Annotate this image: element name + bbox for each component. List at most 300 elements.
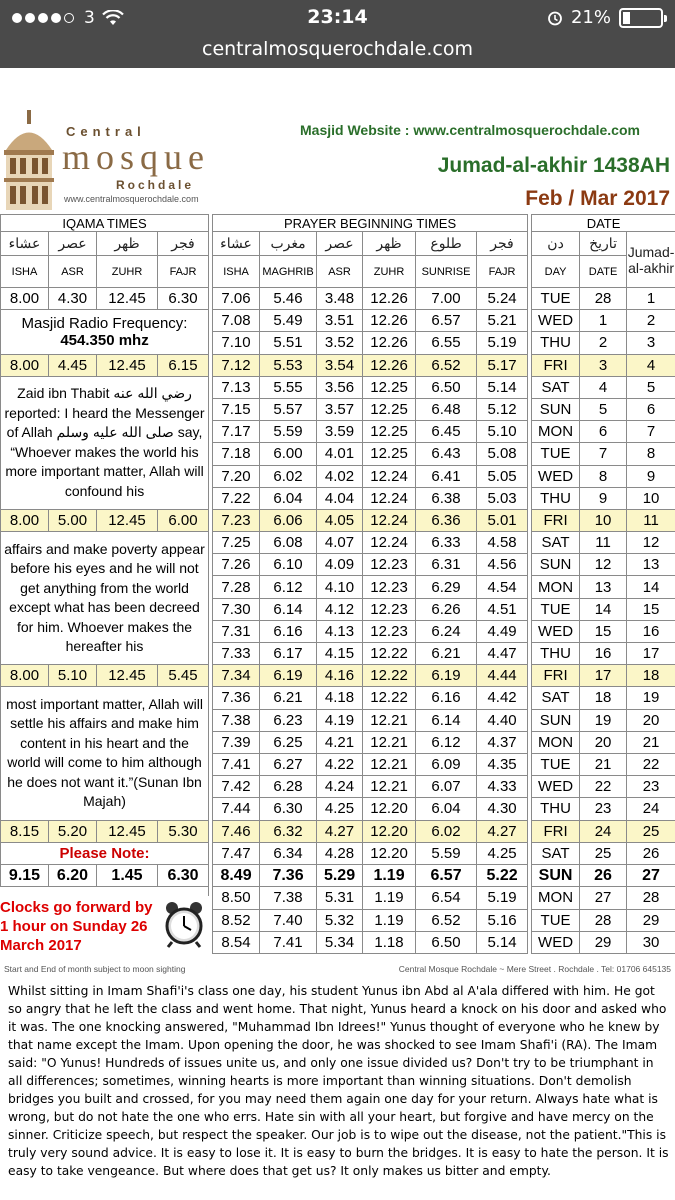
prayer-time: 6.06: [260, 509, 317, 531]
prayer-time: 4.44: [477, 665, 528, 687]
prayer-time: 6.50: [416, 931, 477, 953]
timetable-row: [1, 820, 675, 842]
hijri-date-cell: 16: [627, 620, 675, 642]
iqama-time: 5.00: [49, 509, 97, 531]
prayer-time: 6.57: [416, 310, 477, 332]
prayer-time: 4.47: [477, 643, 528, 665]
arabic-header: طلوع: [416, 232, 477, 256]
hijri-date-cell: 28: [627, 887, 675, 909]
day-cell: THU: [532, 487, 580, 509]
date-cell: 22: [580, 776, 627, 798]
note-block: Please Note:: [1, 842, 209, 865]
prayer-time: 6.34: [260, 842, 317, 865]
prayer-time: 5.34: [317, 931, 363, 953]
hijri-date-cell: 24: [627, 798, 675, 820]
hijri-date-cell: 29: [627, 909, 675, 931]
prayer-time: 12.20: [363, 842, 416, 865]
column-header: DAY: [532, 256, 580, 288]
timetable-row: [1, 665, 675, 687]
prayer-time: 4.51: [477, 598, 528, 620]
hijri-date-cell: 18: [627, 665, 675, 687]
prayer-time: 6.31: [416, 554, 477, 576]
date-cell: 13: [580, 576, 627, 598]
day-cell: FRI: [532, 665, 580, 687]
note-block: most important matter, Allah will settle his affairs and make him content in his heart and the world will come to him although he does not want it.”(Sunan Ibn Majah): [1, 687, 209, 820]
prayer-time: 12.24: [363, 532, 416, 554]
prayer-time: 12.21: [363, 731, 416, 753]
prayer-time: 5.16: [477, 909, 528, 931]
logo-line1: Central: [66, 124, 146, 139]
prayer-time: 6.27: [260, 753, 317, 775]
prayer-time: 1.19: [363, 909, 416, 931]
date-cell: 16: [580, 643, 627, 665]
prayer-time: 7.44: [213, 798, 260, 820]
hijri-date-cell: 14: [627, 576, 675, 598]
minaret-icon: [0, 110, 58, 210]
status-bar: [0, 0, 675, 36]
prayer-time: 7.12: [213, 354, 260, 376]
prayer-time: 4.24: [317, 776, 363, 798]
prayer-time: 6.09: [416, 753, 477, 775]
prayer-time: 7.28: [213, 576, 260, 598]
prayer-time: 7.17: [213, 421, 260, 443]
prayer-time: 6.50: [416, 376, 477, 398]
date-cell: 19: [580, 709, 627, 731]
prayer-time: 4.27: [317, 820, 363, 842]
prayer-time: 8.49: [213, 865, 260, 887]
iqama-time: 8.00: [1, 509, 49, 531]
timetable-row: [1, 532, 675, 554]
date-cell: 8: [580, 465, 627, 487]
prayer-time: 5.21: [477, 310, 528, 332]
hijri-date-cell: 9: [627, 465, 675, 487]
hijri-date-cell: 8: [627, 443, 675, 465]
prayer-time: 7.33: [213, 643, 260, 665]
prayer-time: 4.25: [317, 798, 363, 820]
prayer-time: 7.31: [213, 620, 260, 642]
timetable-row: [1, 354, 675, 376]
prayer-time: 12.23: [363, 554, 416, 576]
day-cell: SUN: [532, 709, 580, 731]
day-cell: TUE: [532, 443, 580, 465]
prayer-time: 6.02: [416, 820, 477, 842]
note-block: Zaid ibn Thabit رضي الله عنه reported: I heard the Messenger of Allah صلى الله عليه وسلم say, “Whoever makes the world his more important matter, Allah will confound his: [1, 376, 209, 509]
prayer-time: 12.24: [363, 465, 416, 487]
iqama-time: 12.45: [97, 509, 158, 531]
prayer-time: 6.43: [416, 443, 477, 465]
prayer-time: 7.06: [213, 288, 260, 310]
iqama-time: 6.20: [49, 865, 97, 887]
hijri-date-cell: 30: [627, 931, 675, 953]
prayer-time: 12.25: [363, 398, 416, 420]
day-cell: WED: [532, 620, 580, 642]
date-cell: 14: [580, 598, 627, 620]
day-cell: SUN: [532, 398, 580, 420]
date-cell: 24: [580, 820, 627, 842]
hijri-date-cell: 17: [627, 643, 675, 665]
gregorian-month: Feb / Mar 2017: [525, 187, 670, 210]
prayer-time: 5.01: [477, 509, 528, 531]
timetable-row: [1, 687, 675, 709]
note-block: [1, 310, 209, 354]
arabic-header: عشاء: [1, 232, 49, 256]
arabic-header: عصر: [317, 232, 363, 256]
date-cell: 10: [580, 509, 627, 531]
prayer-time: 5.08: [477, 443, 528, 465]
prayer-time: 12.21: [363, 753, 416, 775]
prayer-time: 6.48: [416, 398, 477, 420]
prayer-time: 7.26: [213, 554, 260, 576]
alarm-icon: [547, 10, 563, 26]
prayer-time: 12.20: [363, 820, 416, 842]
prayer-time: 4.18: [317, 687, 363, 709]
hijri-date-cell: 26: [627, 842, 675, 865]
column-header: FAJR: [158, 256, 209, 288]
day-cell: MON: [532, 887, 580, 909]
prayer-time: 6.00: [260, 443, 317, 465]
prayer-time: 12.20: [363, 798, 416, 820]
day-cell: SAT: [532, 687, 580, 709]
iqama-time: 6.30: [158, 865, 209, 887]
prayer-time: 12.25: [363, 376, 416, 398]
prayer-time: 5.51: [260, 332, 317, 354]
hijri-date-cell: 13: [627, 554, 675, 576]
prayer-time: 12.26: [363, 288, 416, 310]
footer-address: Central Mosque Rochdale ~ Mere Street . Rochdale . Tel: 01706 645135: [398, 964, 671, 974]
prayer-time: 4.56: [477, 554, 528, 576]
day-cell: TUE: [532, 909, 580, 931]
prayer-time: 4.49: [477, 620, 528, 642]
timetable-row: [1, 842, 675, 865]
prayer-time: 4.54: [477, 576, 528, 598]
date-cell: 27: [580, 887, 627, 909]
prayer-time: 7.30: [213, 598, 260, 620]
arabic-header: عشاء: [213, 232, 260, 256]
prayer-time: 7.42: [213, 776, 260, 798]
prayer-time: 4.27: [477, 820, 528, 842]
prayer-time: 6.55: [416, 332, 477, 354]
prayer-time: 6.14: [416, 709, 477, 731]
date-cell: 26: [580, 865, 627, 887]
day-cell: WED: [532, 310, 580, 332]
iqama-time: 4.30: [49, 288, 97, 310]
prayer-time: 4.42: [477, 687, 528, 709]
date-cell: 15: [580, 620, 627, 642]
prayer-time: 6.12: [416, 731, 477, 753]
hijri-date-cell: 11: [627, 509, 675, 531]
date-cell: 25: [580, 842, 627, 865]
arabic-header: عصر: [49, 232, 97, 256]
prayer-time: 6.41: [416, 465, 477, 487]
prayer-time: 4.21: [317, 731, 363, 753]
prayer-time: 6.21: [260, 687, 317, 709]
arabic-header: دن: [532, 232, 580, 256]
prayer-time: 5.59: [416, 842, 477, 865]
prayer-time: 12.23: [363, 620, 416, 642]
prayer-time: 12.22: [363, 687, 416, 709]
prayer-time: 7.47: [213, 842, 260, 865]
prayer-time: 6.28: [260, 776, 317, 798]
iqama-time: 9.15: [1, 865, 49, 887]
hijri-date-cell: 15: [627, 598, 675, 620]
prayer-time: 5.55: [260, 376, 317, 398]
day-cell: SAT: [532, 532, 580, 554]
url-bar[interactable]: centralmosquerochdale.com: [0, 36, 675, 68]
hijri-date-cell: 7: [627, 421, 675, 443]
prayer-time: 1.18: [363, 931, 416, 953]
hijri-date-cell: 1: [627, 288, 675, 310]
hijri-date-cell: 10: [627, 487, 675, 509]
column-header: ZUHR: [97, 256, 158, 288]
prayer-time: 4.04: [317, 487, 363, 509]
column-header: MAGHRIB: [260, 256, 317, 288]
hijri-date-cell: 2: [627, 310, 675, 332]
hijri-date-cell: 23: [627, 776, 675, 798]
prayer-time: 4.40: [477, 709, 528, 731]
prayer-time: 12.25: [363, 421, 416, 443]
column-header: SUNRISE: [416, 256, 477, 288]
prayer-time: 4.09: [317, 554, 363, 576]
iqama-time: 6.15: [158, 354, 209, 376]
clock: 23:14: [307, 6, 368, 28]
timetable-row: [1, 310, 675, 332]
prayer-time: 5.32: [317, 909, 363, 931]
arabic-header: مغرب: [260, 232, 317, 256]
date-cell: 18: [580, 687, 627, 709]
date-cell: 12: [580, 554, 627, 576]
prayer-time: 3.59: [317, 421, 363, 443]
prayer-time: 7.00: [416, 288, 477, 310]
prayer-time: 12.21: [363, 709, 416, 731]
day-cell: MON: [532, 421, 580, 443]
prayer-header: PRAYER BEGINNING TIMES: [213, 215, 528, 232]
column-header: ISHA: [1, 256, 49, 288]
prayer-time: 7.36: [260, 865, 317, 887]
battery-icon: [619, 8, 663, 28]
prayer-time: 3.52: [317, 332, 363, 354]
prayer-time: 12.22: [363, 665, 416, 687]
date-cell: 4: [580, 376, 627, 398]
prayer-time: 6.52: [416, 909, 477, 931]
prayer-time: 6.21: [416, 643, 477, 665]
prayer-time: 7.38: [213, 709, 260, 731]
iqama-time: 6.30: [158, 288, 209, 310]
prayer-time: 6.32: [260, 820, 317, 842]
prayer-time: 6.57: [416, 865, 477, 887]
radio-frequency: 454.350 mhz: [60, 331, 149, 349]
prayer-time: 4.10: [317, 576, 363, 598]
day-cell: TUE: [532, 753, 580, 775]
iqama-time: 5.45: [158, 665, 209, 687]
hijri-date-cell: 5: [627, 376, 675, 398]
iqama-time: 12.45: [97, 820, 158, 842]
date-cell: 28: [580, 288, 627, 310]
arabic-header: تاريخ: [580, 232, 627, 256]
date-cell: 7: [580, 443, 627, 465]
prayer-time: 4.07: [317, 532, 363, 554]
day-cell: WED: [532, 931, 580, 953]
prayer-time: 3.56: [317, 376, 363, 398]
prayer-time: 5.29: [317, 865, 363, 887]
iqama-time: 8.00: [1, 288, 49, 310]
prayer-time: 6.04: [416, 798, 477, 820]
prayer-time: 12.26: [363, 332, 416, 354]
story-text: Whilst sitting in Imam Shafi'i's class one day, his student Yunus ibn Abd al A'ala differed with him. He got so angry that he left the class and went home. That night, Yunus heard a knock on his door and asked who it was. The one knocking answered, "Muhammad Ibn Idrees!" Yunus thought of everyone who he knew by that name except the Imam. Upon opening the door, he was shocked to see Imam Shafi'i (RA). The Imam said: "O Yunus! Hundreds of issues unite us, and only one issue divided us? Don't try to be triumphant in all differences; sometimes, winning hearts is more important than winning situations. Don't demolish bridges you built and crossed, for you may need them again one day for your return. Always hate what is wrong, but do not hate the one who errs. Hate sin with all your heart, but forgive and have mercy on the sinner. Criticize speech, but respect the speaker. Our job is to wipe out the disease, not the patient."This is truly very sound advice. It is easy to lose it. It is easy to burn the bridges. It is easy to hate the person. It is easy to take vengeance. But where does that get us? It only makes us bitter and empty.: [8, 984, 669, 1178]
timetable-row: [1, 288, 675, 310]
prayer-time: 7.23: [213, 509, 260, 531]
prayer-time: 6.23: [260, 709, 317, 731]
prayer-time: 6.19: [260, 665, 317, 687]
prayer-time: 5.19: [477, 332, 528, 354]
prayer-time: 7.41: [260, 931, 317, 953]
date-cell: 21: [580, 753, 627, 775]
prayer-time: 4.19: [317, 709, 363, 731]
prayer-time: 5.12: [477, 398, 528, 420]
prayer-time: 4.01: [317, 443, 363, 465]
prayer-time: 7.36: [213, 687, 260, 709]
day-cell: FRI: [532, 354, 580, 376]
prayer-time: 6.54: [416, 887, 477, 909]
prayer-time: 12.26: [363, 310, 416, 332]
iqama-time: 12.45: [97, 354, 158, 376]
day-cell: SUN: [532, 865, 580, 887]
carrier-label: 3: [84, 8, 95, 28]
prayer-time: 8.50: [213, 887, 260, 909]
hijri-date-cell: 12: [627, 532, 675, 554]
logo-url: www.centralmosquerochdale.com: [64, 194, 199, 204]
prayer-time: 7.39: [213, 731, 260, 753]
column-header: ZUHR: [363, 256, 416, 288]
prayer-time: 5.31: [317, 887, 363, 909]
logo-line3: Rochdale: [116, 178, 195, 192]
column-header: ASR: [49, 256, 97, 288]
iqama-time: 8.00: [1, 665, 49, 687]
hijri-date-cell: 4: [627, 354, 675, 376]
column-header-row: [1, 256, 675, 288]
prayer-time: 6.02: [260, 465, 317, 487]
mosque-logo: [0, 100, 230, 210]
day-cell: SUN: [532, 554, 580, 576]
day-cell: MON: [532, 576, 580, 598]
date-cell: 6: [580, 421, 627, 443]
prayer-time: 5.49: [260, 310, 317, 332]
prayer-time: 5.24: [477, 288, 528, 310]
prayer-time: 7.46: [213, 820, 260, 842]
prayer-time: 5.46: [260, 288, 317, 310]
timetable-row: [1, 865, 675, 887]
website-heading: Masjid Website : www.centralmosquerochdale.com: [300, 122, 640, 138]
date-cell: 20: [580, 731, 627, 753]
day-cell: FRI: [532, 509, 580, 531]
timetable-row: [1, 509, 675, 531]
prayer-time: 6.16: [260, 620, 317, 642]
hijri-date-cell: 6: [627, 398, 675, 420]
hijri-date-cell: 22: [627, 753, 675, 775]
arabic-header: ظهر: [363, 232, 416, 256]
prayer-time: 6.36: [416, 509, 477, 531]
hijri-date-cell: 19: [627, 687, 675, 709]
day-cell: THU: [532, 643, 580, 665]
prayer-time: 4.37: [477, 731, 528, 753]
date-cell: 9: [580, 487, 627, 509]
prayer-time: 12.24: [363, 487, 416, 509]
prayer-time: 6.04: [260, 487, 317, 509]
prayer-time: 12.26: [363, 354, 416, 376]
prayer-time: 4.33: [477, 776, 528, 798]
date-cell: 17: [580, 665, 627, 687]
arabic-header: فجر: [477, 232, 528, 256]
prayer-time: 5.59: [260, 421, 317, 443]
alarm-clock-icon: [164, 900, 204, 948]
timetable: [0, 214, 675, 954]
prayer-time: 6.16: [416, 687, 477, 709]
prayer-time: 7.10: [213, 332, 260, 354]
date-cell: 23: [580, 798, 627, 820]
prayer-time: 7.20: [213, 465, 260, 487]
day-cell: WED: [532, 465, 580, 487]
prayer-time: 7.15: [213, 398, 260, 420]
date-cell: 2: [580, 332, 627, 354]
battery-area: [547, 7, 663, 28]
prayer-time: 4.15: [317, 643, 363, 665]
prayer-time: 3.54: [317, 354, 363, 376]
arabic-header: ظهر: [97, 232, 158, 256]
prayer-time: 5.05: [477, 465, 528, 487]
iqama-time: 8.00: [1, 354, 49, 376]
prayer-time: 4.25: [477, 842, 528, 865]
prayer-time: 4.22: [317, 753, 363, 775]
prayer-time: 8.54: [213, 931, 260, 953]
prayer-time: 6.17: [260, 643, 317, 665]
prayer-time: 6.52: [416, 354, 477, 376]
iqama-time: 5.30: [158, 820, 209, 842]
iqama-time: 8.15: [1, 820, 49, 842]
prayer-time: 6.29: [416, 576, 477, 598]
prayer-time: 7.38: [260, 887, 317, 909]
date-cell: 3: [580, 354, 627, 376]
day-cell: WED: [532, 776, 580, 798]
iqama-time: 5.10: [49, 665, 97, 687]
prayer-time: 6.10: [260, 554, 317, 576]
hijri-month: Jumad-al-akhir 1438AH: [437, 154, 670, 177]
hijri-date-cell: 27: [627, 865, 675, 887]
prayer-time: 4.58: [477, 532, 528, 554]
day-cell: THU: [532, 332, 580, 354]
prayer-time: 1.19: [363, 887, 416, 909]
prayer-time: 8.52: [213, 909, 260, 931]
prayer-time: 4.30: [477, 798, 528, 820]
radio-label: Masjid Radio Frequency:: [21, 314, 188, 332]
prayer-time: 7.22: [213, 487, 260, 509]
prayer-time: 7.41: [213, 753, 260, 775]
prayer-time: 3.51: [317, 310, 363, 332]
iqama-header: IQAMA TIMES: [1, 215, 209, 232]
prayer-time: 7.13: [213, 376, 260, 398]
day-cell: FRI: [532, 820, 580, 842]
date-cell: 29: [580, 931, 627, 953]
prayer-time: 5.57: [260, 398, 317, 420]
prayer-time: 6.30: [260, 798, 317, 820]
prayer-time: 5.17: [477, 354, 528, 376]
date-cell: 5: [580, 398, 627, 420]
timetable-row: [1, 376, 675, 398]
iqama-time: 12.45: [97, 665, 158, 687]
prayer-time: 6.14: [260, 598, 317, 620]
footer-note: Start and End of month subject to moon sighting: [4, 964, 186, 974]
logo-line2: mosque: [62, 137, 210, 177]
prayer-time: 4.05: [317, 509, 363, 531]
prayer-time: 5.03: [477, 487, 528, 509]
